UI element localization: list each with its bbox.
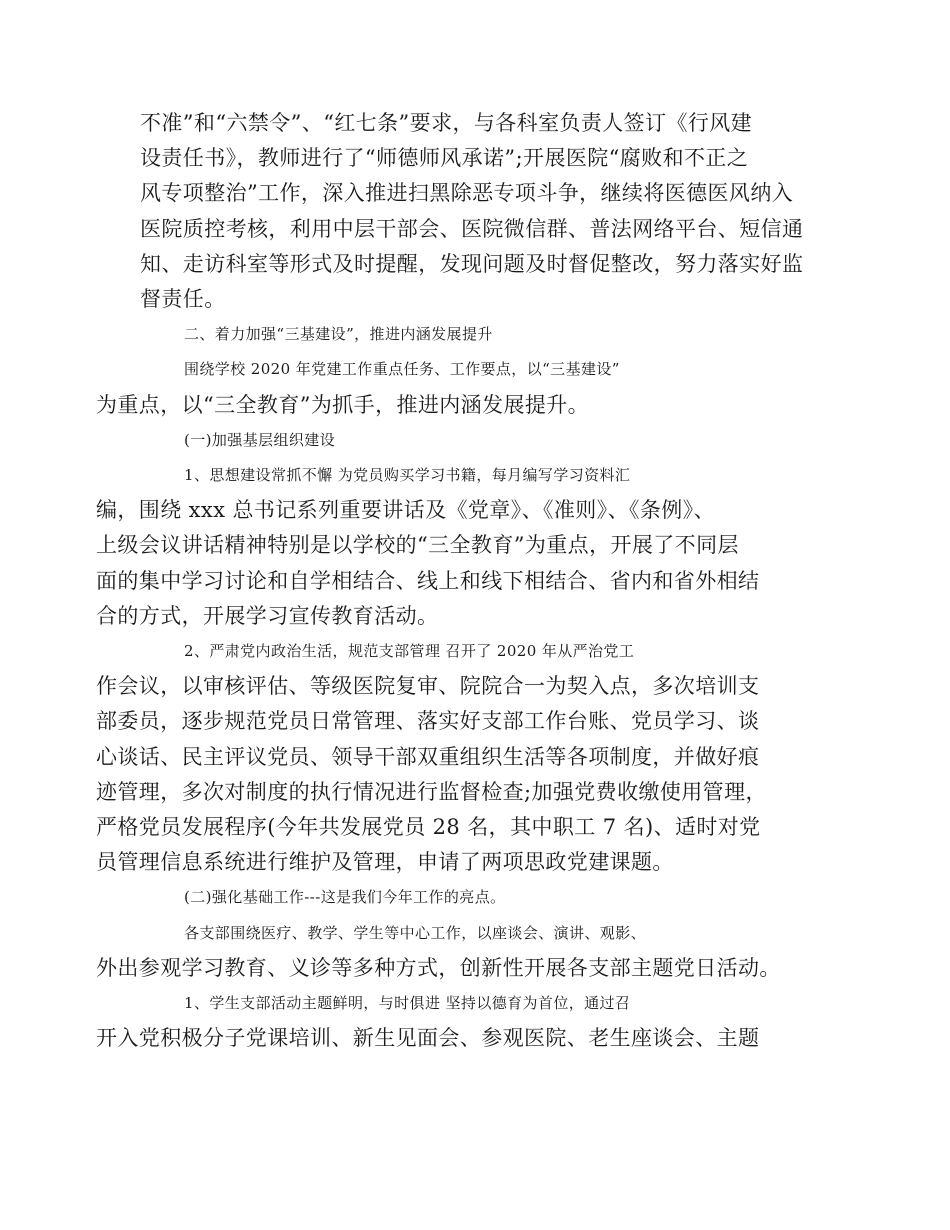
text-line: (一)加强基层组织建设	[184, 430, 336, 449]
text-line: 迹管理，多次对制度的执行情况进行监督检查;加强党费收缴使用管理，	[96, 779, 767, 804]
text-line: 督责任。	[140, 287, 226, 312]
text-line: (二)强化基础工作---这是我们今年工作的亮点。	[184, 888, 506, 907]
text-line: 心谈话、民主评议党员、领导干部双重组织生活等各项制度，并做好痕	[96, 744, 760, 769]
subsection-heading	[140, 423, 830, 458]
text-line: 不准”和“六禁令”、“红七条”要求，与各科室负责人签订《行风建	[140, 111, 753, 135]
text-line: 上级会议讲话精神特别是以学校的“三全教育”为重点，开展了不同层	[96, 533, 739, 558]
text-line: 外出参观学习教育、义诊等多种方式，创新性开展各支部主题党日活动。	[96, 955, 781, 980]
paragraph	[96, 634, 830, 880]
text-line: 员管理信息系统进行维护及管理，申请了两项思政党建课题。	[96, 850, 674, 875]
text-line: 编，围绕 xxx 总书记系列重要讲话及《党章》、《准则》、《条例》、	[96, 498, 715, 523]
section-heading	[140, 317, 830, 352]
text-line: 1、学生支部活动主题鲜明，与时俱进 坚持以德育为首位，通过召	[184, 994, 631, 1013]
text-line: 医院质控考核，利用中层干部会、医院微信群、普法网络平台、短信通	[140, 216, 804, 241]
text-line: 各支部围绕医疗、教学、学生等中心工作，以座谈会、演讲、观影、	[184, 923, 647, 942]
document-body	[96, 106, 830, 1056]
text-line: 二、着力加强“三基建设”，推进内涵发展提升	[184, 325, 493, 344]
text-line: 部委员，逐步规范党员日常管理、落实好支部工作台账、党员学习、谈	[96, 709, 760, 734]
subsection-heading	[140, 880, 830, 915]
paragraph	[96, 458, 830, 634]
text-line: 1、思想建设常抓不懈 为党员购买学习书籍，每月编写学习资料汇	[184, 466, 631, 485]
text-line: 作会议，以审核评估、等级医院复审、院院合一为契入点，多次培训支	[96, 674, 760, 699]
text-line: 风专项整治”工作，深入推进扫黑除恶专项斗争，继续将医德医风纳入	[140, 181, 794, 206]
paragraph	[96, 916, 830, 986]
text-line: 合的方式，开展学习宣传教育活动。	[96, 603, 439, 628]
text-line: 围绕学校 2020 年党建工作重点任务、工作要点，以“三基建设”	[184, 360, 620, 379]
text-line: 开入党积极分子党课培训、新生见面会、参观医院、老生座谈会、主题	[96, 1026, 760, 1051]
paragraph	[96, 986, 830, 1056]
text-line: 为重点，以“三全教育”为抓手，推进内涵发展提升。	[96, 392, 590, 417]
text-line: 严格党员发展程序(今年共发展党员 28 名，其中职工 7 名)、适时对党	[96, 815, 761, 840]
text-line: 设责任书》，教师进行了“师德师风承诺”;开展医院“腐败和不正之	[140, 146, 749, 171]
text-line: 面的集中学习讨论和自学相结合、线上和线下相结合、省内和省外相结	[96, 568, 760, 593]
text-line: 2、严肃党内政治生活，规范支部管理 召开了 2020 年从严治党工	[184, 642, 635, 661]
paragraph	[140, 106, 830, 317]
text-line: 知、走访科室等形式及时提醒，发现问题及时督促整改，努力落实好监	[140, 251, 804, 276]
paragraph	[96, 352, 830, 422]
